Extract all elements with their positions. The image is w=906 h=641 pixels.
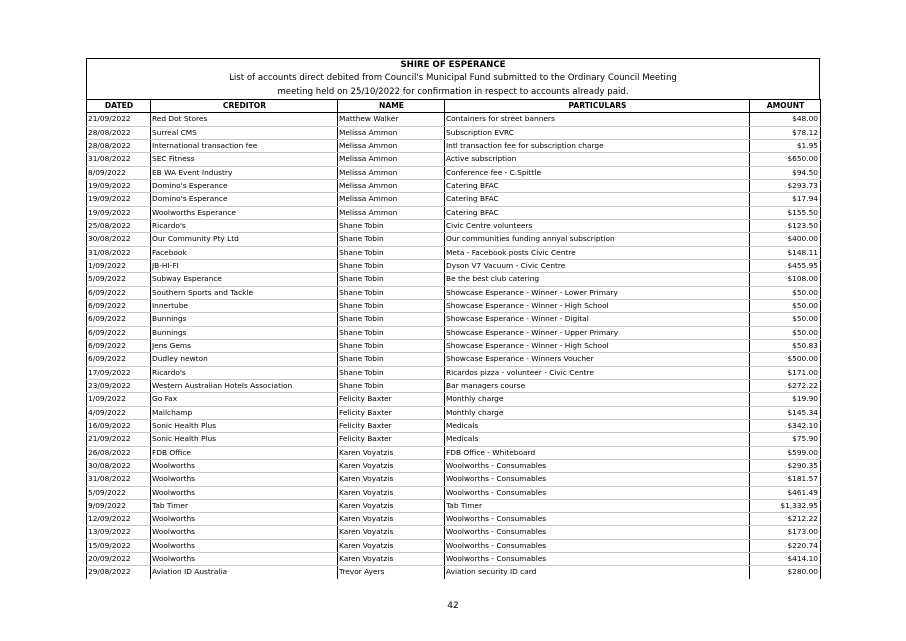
name-cell: Shane Tobin [338, 353, 445, 366]
name-cell: Karen Voyatzis [338, 486, 445, 499]
amount-cell: $455.95 [750, 259, 821, 272]
particulars-cell: Containers for street banners [445, 113, 750, 126]
creditor-cell: Facebook [151, 246, 338, 259]
particulars-cell: Catering BFAC [445, 206, 750, 219]
dated-cell: 1/09/2022 [87, 393, 151, 406]
table-row [87, 446, 821, 459]
dated-cell: 6/09/2022 [87, 326, 151, 339]
dated-cell: 9/09/2022 [87, 499, 151, 512]
creditor-cell: Sonic Health Plus [151, 419, 338, 432]
name-cell: Shane Tobin [338, 273, 445, 286]
table-row [87, 179, 821, 192]
amount-cell: $50.00 [750, 326, 821, 339]
particulars-cell: Showcase Esperance - Winners Voucher [445, 353, 750, 366]
dated-cell: 13/09/2022 [87, 526, 151, 539]
name-cell: Karen Voyatzis [338, 539, 445, 552]
amount-cell: $123.50 [750, 219, 821, 232]
name-cell: Melissa Ammon [338, 193, 445, 206]
name-cell: Shane Tobin [338, 299, 445, 312]
amount-cell: $19.90 [750, 393, 821, 406]
table-row [87, 339, 821, 352]
amount-cell: $290.35 [750, 459, 821, 472]
dated-cell: 5/09/2022 [87, 486, 151, 499]
dated-cell: 21/09/2022 [87, 433, 151, 446]
particulars-cell: Woolworths - Consumables [445, 513, 750, 526]
particulars-cell: Meta - Facebook posts Civic Centre [445, 246, 750, 259]
table-row [87, 486, 821, 499]
amount-cell: $50.00 [750, 299, 821, 312]
amount-cell: $280.00 [750, 566, 821, 579]
dated-cell: 30/08/2022 [87, 459, 151, 472]
amount-cell: $155.50 [750, 206, 821, 219]
creditor-cell: EB WA Event Industry [151, 166, 338, 179]
creditor-cell: Jens Gems [151, 339, 338, 352]
name-cell: Shane Tobin [338, 219, 445, 232]
creditor-cell: Woolworths [151, 553, 338, 566]
table-row [87, 126, 821, 139]
creditor-cell: Domino's Esperance [151, 179, 338, 192]
table-row [87, 206, 821, 219]
name-cell: Shane Tobin [338, 246, 445, 259]
creditor-cell: Surreal CMS [151, 126, 338, 139]
name-cell: Shane Tobin [338, 366, 445, 379]
name-cell: Melissa Ammon [338, 153, 445, 166]
table-row [87, 566, 821, 579]
creditor-cell: Western Australian Hotels Association [151, 379, 338, 392]
creditor-cell: Southern Sports and Tackle [151, 286, 338, 299]
name-cell: Shane Tobin [338, 233, 445, 246]
amount-cell: $148.11 [750, 246, 821, 259]
particulars-cell: Woolworths - Consumables [445, 553, 750, 566]
dated-cell: 28/08/2022 [87, 139, 151, 152]
amount-cell: $650.00 [750, 153, 821, 166]
dated-cell: 6/09/2022 [87, 339, 151, 352]
creditor-cell: Go Fax [151, 393, 338, 406]
table-row [87, 286, 821, 299]
table-row [87, 299, 821, 312]
amount-cell: $94.50 [750, 166, 821, 179]
dated-cell: 23/09/2022 [87, 379, 151, 392]
creditor-cell: Woolworths [151, 473, 338, 486]
report-header [86, 58, 820, 99]
dated-cell: 4/09/2022 [87, 406, 151, 419]
amount-cell: $48.00 [750, 113, 821, 126]
particulars-cell: Aviation security ID card [445, 566, 750, 579]
particulars-cell: Tab Timer [445, 499, 750, 512]
creditor-cell: Woolworths [151, 539, 338, 552]
dated-cell: 31/08/2022 [87, 153, 151, 166]
particulars-cell: Dyson V7 Vacuum - Civic Centre [445, 259, 750, 272]
creditor-cell: Tab Timer [151, 499, 338, 512]
table-row [87, 379, 821, 392]
amount-cell: $50.83 [750, 339, 821, 352]
particulars-cell: Civic Centre volunteers [445, 219, 750, 232]
report-description-line-1: List of accounts direct debited from Council's Municipal Fund submitted to the Ordinary Council Meeting [229, 73, 677, 84]
table-row [87, 539, 821, 552]
particulars-cell: Showcase Esperance - Winner - High School [445, 299, 750, 312]
particulars-cell: Woolworths - Consumables [445, 539, 750, 552]
amount-cell: $50.00 [750, 313, 821, 326]
table-row [87, 406, 821, 419]
dated-cell: 19/09/2022 [87, 179, 151, 192]
dated-cell: 6/09/2022 [87, 286, 151, 299]
name-cell: Karen Voyatzis [338, 553, 445, 566]
particulars-cell: Conference fee - C.Spittle [445, 166, 750, 179]
column-header-creditor: CREDITOR [151, 99, 338, 112]
dated-cell: 25/08/2022 [87, 219, 151, 232]
particulars-cell: Medicals [445, 419, 750, 432]
creditor-cell: Red Dot Stores [151, 113, 338, 126]
name-cell: Karen Voyatzis [338, 459, 445, 472]
creditor-cell: Ricardo's [151, 366, 338, 379]
dated-cell: 5/09/2022 [87, 273, 151, 286]
particulars-cell: Monthly charge [445, 393, 750, 406]
amount-cell: $17.94 [750, 193, 821, 206]
table-row [87, 433, 821, 446]
column-header-dated: DATED [87, 99, 151, 112]
table-row [87, 366, 821, 379]
particulars-cell: Woolworths - Consumables [445, 459, 750, 472]
amount-cell: $173.00 [750, 526, 821, 539]
table-row [87, 326, 821, 339]
dated-cell: 8/09/2022 [87, 166, 151, 179]
dated-cell: 1/09/2022 [87, 259, 151, 272]
column-header-amount: AMOUNT [750, 99, 821, 112]
amount-cell: $181.57 [750, 473, 821, 486]
creditor-cell: Domino's Esperance [151, 193, 338, 206]
creditor-cell: Subway Esperance [151, 273, 338, 286]
dated-cell: 29/08/2022 [87, 566, 151, 579]
amount-cell: $78.12 [750, 126, 821, 139]
name-cell: Melissa Ammon [338, 206, 445, 219]
creditor-cell: Dudley newton [151, 353, 338, 366]
creditor-cell: Woolworths [151, 459, 338, 472]
name-cell: Melissa Ammon [338, 126, 445, 139]
particulars-cell: FDB Office - Whiteboard [445, 446, 750, 459]
amount-cell: $400.00 [750, 233, 821, 246]
name-cell: Shane Tobin [338, 339, 445, 352]
name-cell: Melissa Ammon [338, 166, 445, 179]
table-row [87, 473, 821, 486]
amount-cell: $108.00 [750, 273, 821, 286]
name-cell: Karen Voyatzis [338, 473, 445, 486]
name-cell: Matthew Walker [338, 113, 445, 126]
dated-cell: 28/08/2022 [87, 126, 151, 139]
name-cell: Felicity Baxter [338, 433, 445, 446]
amount-cell: $293.73 [750, 179, 821, 192]
amount-cell: $500.00 [750, 353, 821, 366]
table-row [87, 553, 821, 566]
particulars-cell: Subscription EVRC [445, 126, 750, 139]
particulars-cell: Monthly charge [445, 406, 750, 419]
dated-cell: 30/08/2022 [87, 233, 151, 246]
amount-cell: $1.95 [750, 139, 821, 152]
name-cell: Shane Tobin [338, 313, 445, 326]
name-cell: Shane Tobin [338, 259, 445, 272]
particulars-cell: Our communities funding annyal subscription [445, 233, 750, 246]
table-row [87, 459, 821, 472]
name-cell: Shane Tobin [338, 286, 445, 299]
table-row [87, 233, 821, 246]
amount-cell: $599.00 [750, 446, 821, 459]
particulars-cell: Catering BFAC [445, 179, 750, 192]
name-cell: Karen Voyatzis [338, 526, 445, 539]
name-cell: Karen Voyatzis [338, 499, 445, 512]
creditor-cell: Woolworths [151, 526, 338, 539]
dated-cell: 6/09/2022 [87, 313, 151, 326]
creditor-cell: Aviation ID Australia [151, 566, 338, 579]
amount-cell: $342.10 [750, 419, 821, 432]
particulars-cell: Be the best club catering [445, 273, 750, 286]
particulars-cell: Woolworths - Consumables [445, 473, 750, 486]
dated-cell: 19/09/2022 [87, 206, 151, 219]
dated-cell: 15/09/2022 [87, 539, 151, 552]
dated-cell: 12/09/2022 [87, 513, 151, 526]
table-row [87, 259, 821, 272]
table-row [87, 419, 821, 432]
table-row [87, 113, 821, 126]
name-cell: Melissa Ammon [338, 179, 445, 192]
dated-cell: 6/09/2022 [87, 299, 151, 312]
table-row [87, 219, 821, 232]
name-cell: Shane Tobin [338, 379, 445, 392]
dated-cell: 17/09/2022 [87, 366, 151, 379]
table-header-row [87, 99, 821, 112]
name-cell: Felicity Baxter [338, 406, 445, 419]
creditor-cell: Woolworths [151, 513, 338, 526]
particulars-cell: Medicals [445, 433, 750, 446]
table-row [87, 273, 821, 286]
report-description-line-2: meeting held on 25/10/2022 for confirmation in respect to accounts already paid. [277, 86, 629, 97]
particulars-cell: Showcase Esperance - Winner - Digital [445, 313, 750, 326]
particulars-cell: Woolworths - Consumables [445, 526, 750, 539]
creditor-cell: Bunnings [151, 313, 338, 326]
dated-cell: 31/08/2022 [87, 246, 151, 259]
amount-cell: $212.22 [750, 513, 821, 526]
particulars-cell: Bar managers course [445, 379, 750, 392]
creditor-cell: Sonic Health Plus [151, 433, 338, 446]
name-cell: Shane Tobin [338, 326, 445, 339]
amount-cell: $272.22 [750, 379, 821, 392]
column-header-particulars: PARTICULARS [445, 99, 750, 112]
dated-cell: 21/09/2022 [87, 113, 151, 126]
name-cell: Melissa Ammon [338, 139, 445, 152]
table-row [87, 166, 821, 179]
amount-cell: $50.00 [750, 286, 821, 299]
amount-cell: $414.10 [750, 553, 821, 566]
name-cell: Trevor Ayers [338, 566, 445, 579]
amount-cell: $145.34 [750, 406, 821, 419]
page-number: 42 [447, 601, 459, 611]
dated-cell: 16/09/2022 [87, 419, 151, 432]
creditor-cell: Innertube [151, 299, 338, 312]
table-row [87, 313, 821, 326]
dated-cell: 31/08/2022 [87, 473, 151, 486]
column-header-name: NAME [338, 99, 445, 112]
table-row [87, 393, 821, 406]
name-cell: Karen Voyatzis [338, 446, 445, 459]
creditor-cell: SEC Fitness [151, 153, 338, 166]
table-row [87, 139, 821, 152]
particulars-cell: Intl transaction fee for subscription charge [445, 139, 750, 152]
creditor-cell: Our Community Pty Ltd [151, 233, 338, 246]
amount-cell: $461.49 [750, 486, 821, 499]
report-title: SHIRE OF ESPERANCE [400, 60, 506, 70]
table-row [87, 513, 821, 526]
table-row [87, 153, 821, 166]
creditor-cell: Woolworths Esperance [151, 206, 338, 219]
particulars-cell: Woolworths - Consumables [445, 486, 750, 499]
accounts-table [86, 99, 821, 579]
table-row [87, 193, 821, 206]
name-cell: Felicity Baxter [338, 393, 445, 406]
creditor-cell: Mailchamp [151, 406, 338, 419]
table-row [87, 526, 821, 539]
creditor-cell: Bunnings [151, 326, 338, 339]
particulars-cell: Ricardos pizza - volunteer - Civic Centre [445, 366, 750, 379]
creditor-cell: Ricardo's [151, 219, 338, 232]
dated-cell: 26/08/2022 [87, 446, 151, 459]
name-cell: Felicity Baxter [338, 419, 445, 432]
amount-cell: $75.90 [750, 433, 821, 446]
dated-cell: 6/09/2022 [87, 353, 151, 366]
amount-cell: $220.74 [750, 539, 821, 552]
creditor-cell: JB-HI-FI [151, 259, 338, 272]
accounts-sheet [86, 58, 820, 579]
name-cell: Karen Voyatzis [338, 513, 445, 526]
particulars-cell: Showcase Esperance - Winner - Upper Primary [445, 326, 750, 339]
particulars-cell: Showcase Esperance - Winner - High School [445, 339, 750, 352]
creditor-cell: Woolworths [151, 486, 338, 499]
particulars-cell: Active subscription [445, 153, 750, 166]
dated-cell: 19/09/2022 [87, 193, 151, 206]
table-row [87, 499, 821, 512]
particulars-cell: Showcase Esperance - Winner - Lower Primary [445, 286, 750, 299]
dated-cell: 20/09/2022 [87, 553, 151, 566]
particulars-cell: Catering BFAC [445, 193, 750, 206]
amount-cell: $1,332.95 [750, 499, 821, 512]
amount-cell: $171.00 [750, 366, 821, 379]
table-body [87, 113, 821, 579]
creditor-cell: International transaction fee [151, 139, 338, 152]
table-row [87, 353, 821, 366]
creditor-cell: FDB Office [151, 446, 338, 459]
table-row [87, 246, 821, 259]
